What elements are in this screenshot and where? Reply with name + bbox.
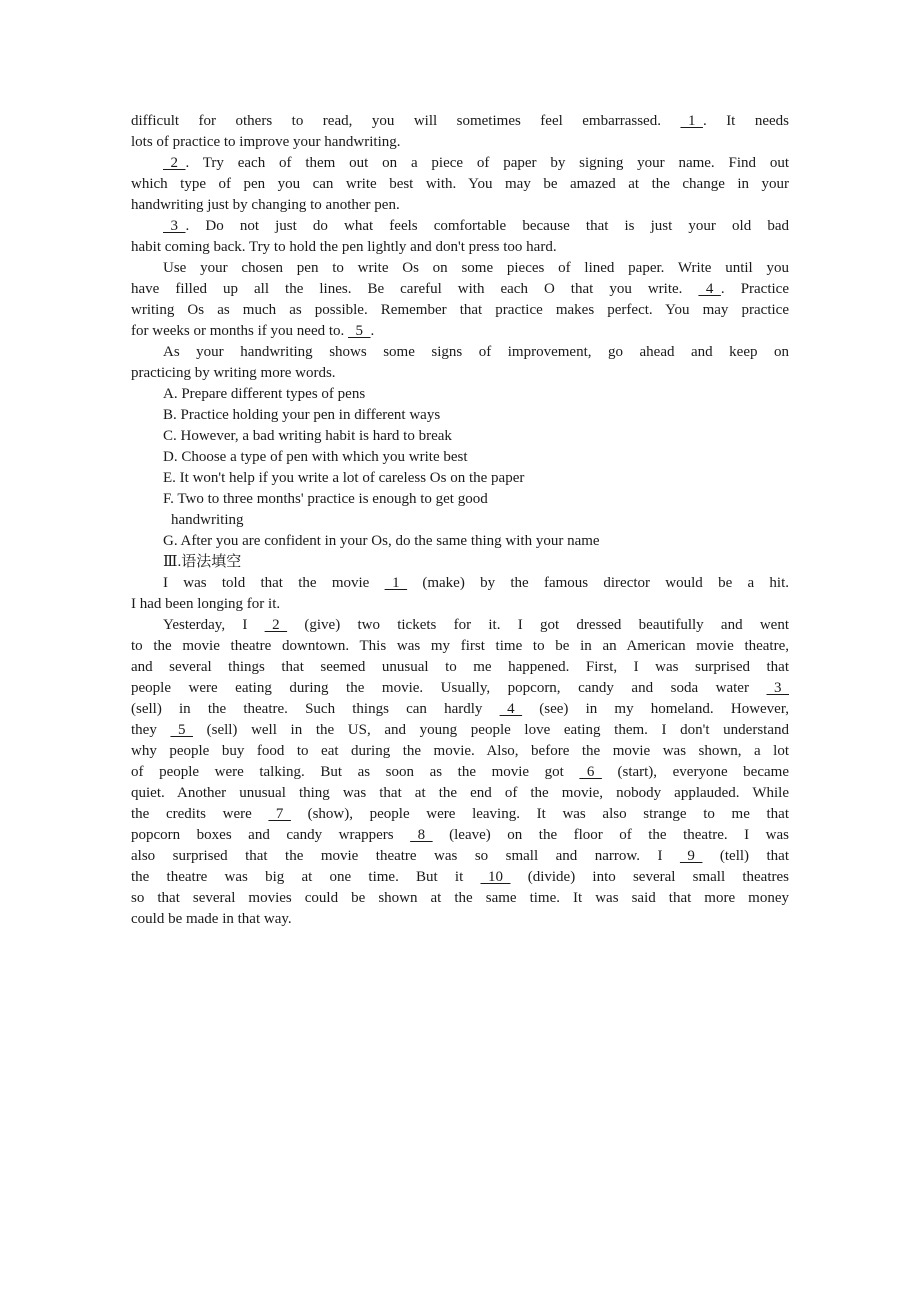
option-line	[131, 384, 789, 405]
text-run: so that several movies could be shown at the same time. It was said that more money	[131, 890, 789, 906]
answer-blank: 6	[579, 764, 602, 780]
text-run: . Try each of them out on a piece of paper by signing your name. Find out	[185, 155, 789, 171]
text-line	[131, 804, 789, 825]
option-line	[131, 468, 789, 489]
answer-blank: 4	[499, 701, 523, 717]
text-run: (sell) in the theatre. Such things can hardly	[131, 701, 500, 717]
text-run: people were eating during the movie. Usually, popcorn, candy and soda water	[131, 680, 767, 696]
option-line	[131, 426, 789, 447]
text-run: and several things that seemed unusual to me happened. First, I was surprised that	[131, 659, 789, 675]
text-line	[131, 195, 789, 216]
text-line	[131, 741, 789, 762]
text-run: (tell) that	[702, 848, 789, 864]
section-heading	[131, 552, 789, 573]
answer-blank: 1	[384, 575, 408, 591]
text-line	[131, 216, 789, 237]
text-run: G. After you are confident in your Os, do the same thing with your name	[163, 533, 600, 549]
text-run: (give) two tickets for it. I got dressed beautifully and went	[287, 617, 789, 633]
text-run: D. Choose a type of pen with which you write best	[163, 449, 468, 465]
text-run: B. Practice holding your pen in different ways	[163, 407, 441, 423]
text-line	[131, 174, 789, 195]
text-line	[131, 237, 789, 258]
text-run: popcorn boxes and candy wrappers	[131, 827, 411, 843]
text-run: quiet. Another unusual thing was that at the end of the movie, nobody applauded. While	[131, 785, 789, 801]
answer-blank: 5	[348, 323, 371, 339]
text-run: A. Prepare different types of pens	[163, 386, 366, 402]
text-line	[131, 342, 789, 363]
text-run: . Do not just do what feels comfortable because that is just your old bad	[185, 218, 789, 234]
text-run: F. Two to three months' practice is enough to get good	[163, 491, 488, 507]
document-page	[131, 111, 789, 930]
option-line	[131, 405, 789, 426]
text-run: handwriting just by changing to another pen.	[131, 197, 400, 213]
text-run: writing Os as much as possible. Remember that practice makes perfect. You may practice	[131, 302, 789, 318]
text-run: (make) by the famous director would be a hit.	[407, 575, 790, 591]
option-line	[131, 531, 789, 552]
answer-blank: 4	[698, 281, 721, 297]
text-line	[131, 132, 789, 153]
answer-blank: 2	[163, 155, 186, 171]
text-run: difficult for others to read, you will sometimes feel embarrassed.	[131, 113, 681, 129]
text-line	[131, 657, 789, 678]
text-line	[131, 678, 789, 699]
text-line	[131, 888, 789, 909]
text-run: . It needs	[702, 113, 789, 129]
option-line	[131, 489, 789, 510]
text-run: (show), people were leaving. It was also strange to me that	[290, 806, 790, 822]
text-run: I was told that the movie	[163, 575, 385, 591]
answer-blank: 7	[268, 806, 291, 822]
text-run: As your handwriting shows some signs of improvement, go ahead and keep on	[163, 344, 789, 360]
answer-blank: 9	[679, 848, 703, 864]
text-run: to the movie theatre downtown. This was my first time to be in an American movie theatre,	[131, 638, 789, 654]
text-line	[131, 783, 789, 804]
text-run: .	[370, 323, 375, 339]
option-line	[131, 447, 789, 468]
text-line	[131, 699, 789, 720]
text-run: (start), everyone became	[601, 764, 789, 780]
text-run: E. It won't help if you write a lot of careless Os on the paper	[163, 470, 525, 486]
text-run: why people buy food to eat during the movie. Also, before the movie was shown, a lot	[131, 743, 789, 759]
text-run: also surprised that the movie theatre was so small and narrow. I	[131, 848, 680, 864]
text-run: Yesterday, I	[163, 617, 265, 633]
text-run: have filled up all the lines. Be careful with each O that you write.	[131, 281, 699, 297]
text-line	[131, 846, 789, 867]
text-line	[131, 111, 789, 132]
text-run: I had been longing for it.	[131, 596, 281, 612]
text-run: (sell) well in the US, and young people love eating them. I don't understand	[192, 722, 789, 738]
text-line	[131, 615, 789, 636]
answer-blank: 2	[264, 617, 288, 633]
option-line	[131, 510, 789, 531]
text-line	[131, 909, 789, 930]
text-line	[131, 573, 789, 594]
text-run: could be made in that way.	[131, 911, 292, 927]
text-run: which type of pen you can write best with. You may be amazed at the change in your	[131, 176, 789, 192]
text-run: Use your chosen pen to write Os on some pieces of lined paper. Write until you	[163, 260, 789, 276]
text-line	[131, 153, 789, 174]
text-line	[131, 363, 789, 384]
text-line	[131, 300, 789, 321]
answer-blank: 3	[766, 680, 789, 696]
text-run: the theatre was big at one time. But it	[131, 869, 481, 885]
text-run: Ⅲ.语法填空	[163, 554, 242, 570]
answer-blank: 3	[163, 218, 186, 234]
answer-blank: 10	[480, 869, 511, 885]
text-line	[131, 762, 789, 783]
text-run: (divide) into several small theatres	[510, 869, 789, 885]
text-line	[131, 636, 789, 657]
text-line	[131, 321, 789, 342]
answer-blank: 5	[170, 722, 193, 738]
answer-blank: 8	[410, 827, 433, 843]
text-run: . Practice	[720, 281, 789, 297]
text-run: habit coming back. Try to hold the pen lightly and don't press too hard.	[131, 239, 557, 255]
text-run: C. However, a bad writing habit is hard to break	[163, 428, 452, 444]
text-line	[131, 720, 789, 741]
text-line	[131, 279, 789, 300]
text-run: they	[131, 722, 171, 738]
text-line	[131, 258, 789, 279]
text-line	[131, 867, 789, 888]
text-run: (leave) on the floor of the theatre. I was	[432, 827, 789, 843]
text-run: handwriting	[171, 512, 244, 528]
text-run: (see) in my homeland. However,	[522, 701, 789, 717]
text-line	[131, 594, 789, 615]
text-run: of people were talking. But as soon as the movie got	[131, 764, 580, 780]
text-run: practicing by writing more words.	[131, 365, 336, 381]
text-run: for weeks or months if you need to.	[131, 323, 349, 339]
text-run: lots of practice to improve your handwriting.	[131, 134, 401, 150]
answer-blank: 1	[680, 113, 703, 129]
text-run: the credits were	[131, 806, 269, 822]
text-line	[131, 825, 789, 846]
